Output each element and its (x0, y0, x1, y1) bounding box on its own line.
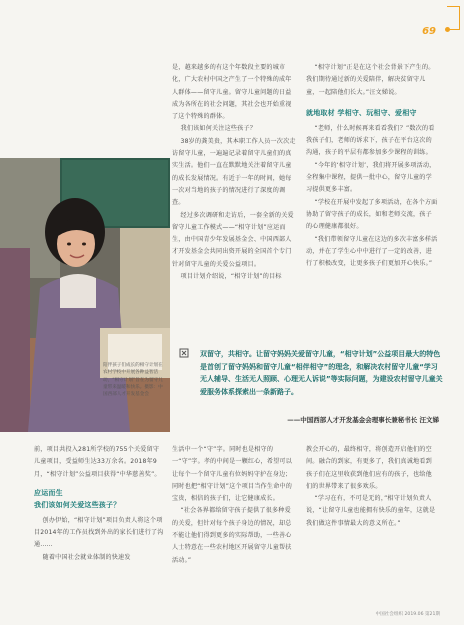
paragraph: 随着中国社会就业体制的快速发 (42, 553, 131, 561)
paragraph: “学校在开展中发起了多项活动，在各个方面协助了留守孩子的成长，如和老师交流，孩子的心理健康都很好。 (306, 198, 438, 231)
paragraph: 是，越来越多的有这个年数段主要的城市化，广大农村中国之产生了一个特殊的成年人群体——留守儿童。留守儿童问题的日益成为各所在的社会问题，其社会也开始重视了这个特殊的群体。 (172, 64, 292, 121)
paragraph-question: 我们该如何关注这些孩子？ (180, 125, 257, 133)
middle-column-top (172, 62, 296, 283)
photo-caption: 陪伴孩子们成长的相守计划在农村学校中开展各种益智活动，“相守计划”旨在为留守儿童带来温暖和快乐。摄影：中国西部人才开发基金会 (103, 363, 163, 398)
section-heading: 就地取材 学相守、玩相守、爱相守 (306, 108, 417, 117)
paragraph: 项目计划介绍说，“相守计划”的目标 (180, 273, 282, 281)
section-heading: 应运而生 (34, 488, 63, 497)
paragraph: 生活中一个“守”字。同时也是相守的一“守”字。孝的中间是一颗红心，希望可以让每个一个留守儿童有位妈妈守护在身边；同时也把“相守计划”这个项目当作生命中的宝贵，相信的孩子们，让它健康成长。 (172, 446, 293, 503)
left-column-bottom (34, 444, 164, 564)
paragraph: 教会开心的，最终相守，将创造开启他们的空间。融合的到家，有更多了，我们真诚地看到孩子们在这里收获到他们应有的孩子，也给他们的世界带来了很多欢乐。 (306, 446, 432, 490)
paragraph: 前，项目共投入281所学校的755个关爱留守儿童项目，受益师生达33万余名。2018年9月，“相守计划”公益项目获得“中华慈善奖”。 (34, 446, 161, 478)
paragraph: “社会各界都给留守孩子提供了很多种爱的关爱，但针对每个孩子身边的情况，却总不能让他们得到更多的实际帮助，一些善心人士特意在一些农村地区开展留守儿童帮扶活动。” (172, 507, 292, 564)
quote-source: ——中国西部人才开发基金会理事长兼秘书长 汪文娣 (287, 416, 439, 424)
paragraph: “我们带领留守儿童在这边的多次丰富多样活动，并在了学生心中中进行了一定的改善，进行了积极改变，让更多孩子们更加开心快乐。” (306, 235, 438, 268)
paragraph: 经过多次调研和走访后，一套全新的关爱留守儿童工作模式——“相守计划”应运而生，由中国青少年发展基金会、中国西部人才开发基金会共同出资开展的全国首个专门针对留守儿童的关爱公益项目。 (172, 211, 294, 268)
pull-quote (175, 336, 445, 430)
paragraph: “老师，什么时候再来看看我们？”数次的看我孩子们，老师的诉求下，孩子在平台这次的沟通，孩子的平层有都参加多少课程的训练。 (306, 124, 435, 157)
page-number: 69 (422, 26, 436, 37)
page-corner-dot (445, 27, 450, 32)
middle-column-bottom (172, 444, 296, 567)
paragraph: “相守计划”正是在这个社会背景下产生的。我们期待通过新的关爱陪伴，解决贫留守儿童，一起陪他们长大。”汪文娣说。 (306, 64, 435, 96)
paragraph: 38岁的龚美贵，其本职工作人员一次次走访留守儿童，一遍遍记录着留守儿童们的真实生活。他们一直在默默地关注着留守儿童的成长发展情况。有近于一年的时间，她每一次对当地的孩子的情况进行了深度的调查。 (172, 137, 296, 207)
page-footer: 中国社会组织 2019.06 第21期 (375, 612, 440, 617)
paragraph: 创办伊始，“相守计划”项目负责人将这个项目2014年的工作员找到外出的家长们进行了沟通…… (34, 516, 164, 549)
section-subheading: 我们该如何关爱这些孩子？ (34, 500, 121, 509)
quote-bullet-icon (179, 348, 189, 358)
page-corner-decoration (447, 6, 460, 30)
paragraph: “今年的‘相守计划’，我们将开展多项活动，全程集中课程，提供一批中心，留守儿童的学习提供更多丰富。 (306, 161, 436, 194)
paragraph: “学习在有，不可是无的，”相守计划负责人说，“让留守儿童也能拥有快乐的童年，这就是我们做这件事情最大的意义所在。” (306, 495, 436, 527)
right-column-bottom (306, 444, 438, 530)
right-column-top (306, 62, 438, 270)
quote-text: 双留守，共相守。让留守妈妈关爱留守儿童，“相守计划”公益项目最大的特色是首创了留守妈妈和留守儿童“相伴相守”的理念，和解决农村留守儿童“学习无人辅导、生活无人照顾、心理无人诉说”等实际问题，为建设农村留守儿童关爱服务体系探索出一条新路子。 (200, 350, 443, 396)
